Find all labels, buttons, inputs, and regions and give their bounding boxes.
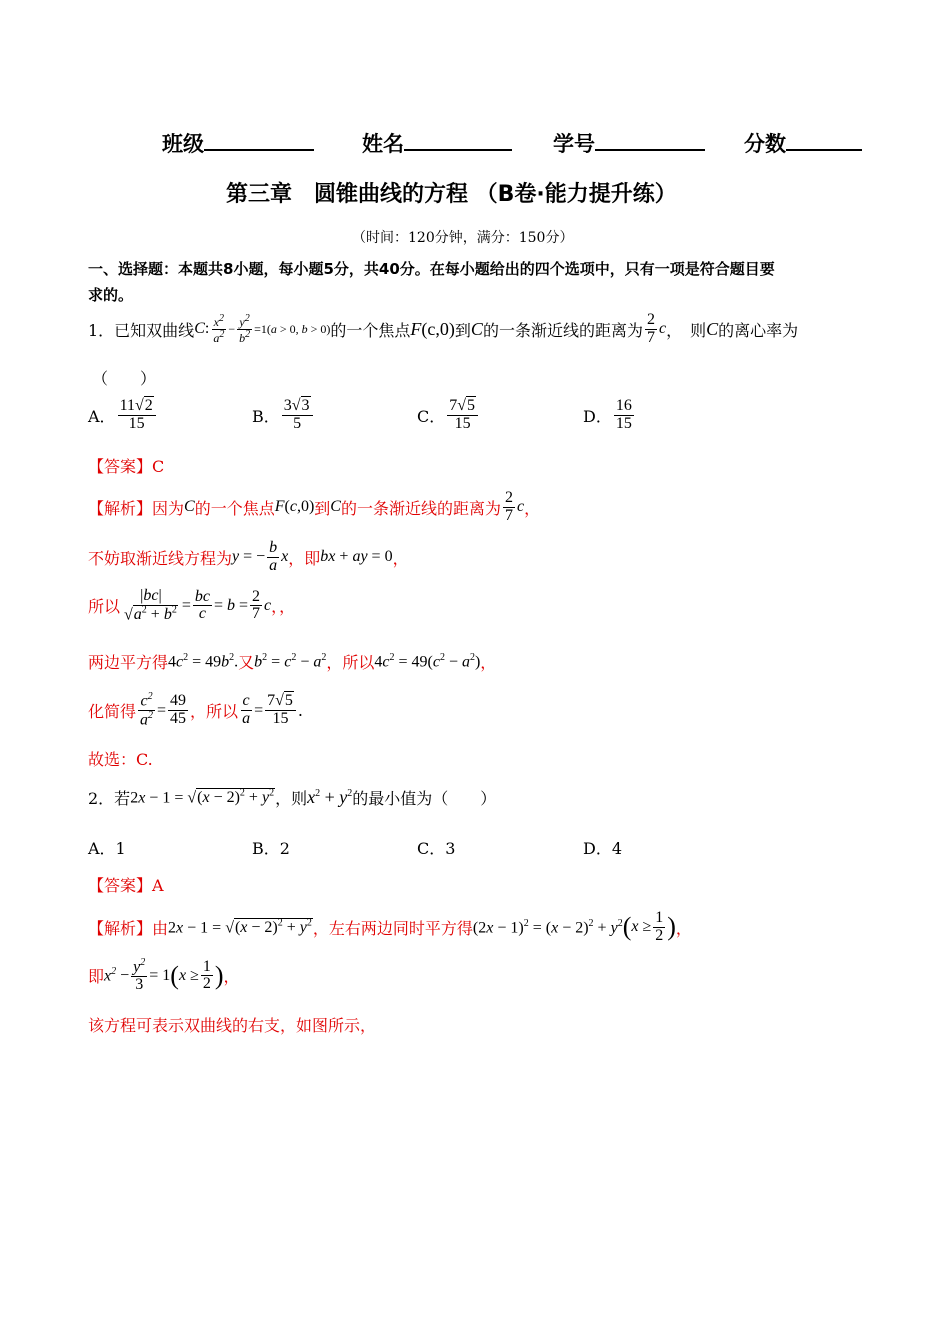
answer-tag: 【答案】 bbox=[88, 876, 153, 895]
math-frac-2-7: $\frac{2}{7}$ bbox=[252, 587, 261, 623]
q2-option-c[interactable]: C．3 bbox=[417, 839, 456, 858]
option-label: C． bbox=[417, 406, 446, 426]
q1-text-d: ， 则 bbox=[666, 320, 707, 340]
answer-value: A bbox=[152, 876, 164, 895]
q1-prefix: 1．已知双曲线 bbox=[88, 320, 195, 340]
name-blank[interactable] bbox=[404, 131, 512, 151]
option-label: D． bbox=[583, 406, 612, 426]
math-frac-c-a: $\frac{c}{a}$ bbox=[242, 692, 251, 728]
section-heading-line1: 一、选择题：本题共8小题，每小题5分，共40分。在每小题给出的四个选项中，只有一项是符合题目要 bbox=[88, 260, 775, 278]
q2-a1-text1: 由 bbox=[152, 918, 169, 938]
class-blank[interactable] bbox=[204, 131, 314, 151]
score-label: 分数 bbox=[744, 132, 786, 156]
question-2 bbox=[88, 786, 496, 809]
id-label: 学号 bbox=[553, 132, 595, 156]
math-focus: F bbox=[410, 318, 422, 339]
class-field bbox=[162, 128, 314, 158]
a2-text1: 不妨取渐近线方程为 bbox=[88, 548, 233, 568]
math-frac-x2a2: $\frac{x^2}{a^2}$ bbox=[213, 313, 225, 345]
a5-text2: ，所以 bbox=[190, 702, 239, 722]
name-label: 姓名 bbox=[362, 132, 404, 156]
math-colon: : bbox=[204, 320, 210, 338]
a5-text1: 化简得 bbox=[88, 702, 137, 722]
q2-option-d[interactable]: D．4 bbox=[583, 839, 623, 858]
q2-analysis-line1: 【解析】 由 $2x - 1 = √(x - 2)^2 + y^2$ ，左右两边同时平方得 $(2x - 1)^2 = (x - 2)^2 + y^2$ ( x ≥ $\frac{1}{2}$ ) ， bbox=[88, 909, 692, 944]
a1-text3: 到 bbox=[314, 498, 331, 518]
math-focus-coords: (c,0) bbox=[421, 318, 455, 339]
math-frac-2-7: $\frac{2}{7}$ bbox=[504, 489, 513, 524]
math-minus: − bbox=[228, 321, 236, 336]
q2-a2-text1: 即 bbox=[88, 967, 105, 987]
math-frac-1-2: $\frac{1}{2}$ bbox=[202, 957, 211, 993]
q1-text-a: 的一个焦点 bbox=[330, 320, 411, 340]
page-subtitle: （时间：120分钟，满分：150分） bbox=[352, 230, 574, 246]
a2-text2: ，即 bbox=[288, 548, 321, 568]
q2-analysis-line3: 该方程可表示双曲线的右支，如图所示， bbox=[88, 1016, 377, 1035]
math-frac-7sqrt5-15: $\frac{7√5}{15}$ bbox=[265, 693, 296, 728]
id-field bbox=[553, 128, 705, 158]
q1-analysis-line5: 化简得 $\frac{c^2}{a^2}$ = $\frac{49}{45}$ ，所以 $\frac{c}{a}$ = $\frac{7√5}{15}$ . bbox=[88, 691, 303, 729]
math-frac-option-a: $\frac{11√2}{15}$ bbox=[118, 398, 156, 433]
analysis-tag: 【解析】 bbox=[88, 918, 153, 938]
question-1 bbox=[88, 312, 798, 347]
math-frac-option-d: $\frac{16}{15}$ bbox=[615, 397, 632, 432]
math-frac-y2b2: $\frac{y^2}{b^2}$ bbox=[239, 313, 251, 345]
a1-text1: 因为 bbox=[152, 498, 185, 518]
math-x2-plus-y2: $x^2 + y^2$ bbox=[307, 787, 353, 807]
a4-text2: 又 bbox=[238, 653, 255, 672]
name-field bbox=[362, 128, 512, 158]
math-C: C bbox=[184, 498, 195, 516]
a3-text1: 所以 bbox=[88, 597, 121, 617]
math-C: C bbox=[706, 318, 719, 339]
option-label: A． bbox=[88, 406, 116, 426]
math-asymptote-eq: bx + ay = 0 bbox=[320, 548, 393, 566]
math-focus: F(c,0) bbox=[274, 498, 315, 516]
q1-conclusion: 故选：C. bbox=[88, 750, 153, 769]
math-frac-2-7: $\frac{2}{7}$ bbox=[646, 311, 655, 346]
option-label: B． bbox=[252, 406, 280, 426]
a1-text4: 的一条渐近线的距离为 bbox=[340, 498, 501, 518]
analysis-tag: 【解析】 bbox=[88, 498, 153, 518]
q2-answer bbox=[88, 873, 164, 896]
math-x2: $x^2$ bbox=[104, 966, 117, 985]
q1-analysis-line4: 两边平方得 $4c^2 = 49b^2$. 又 $b^2 = c^2 - a^2$ ，所以 $4c^2 = 49(c^2 - a^2)$ ， bbox=[88, 651, 497, 672]
math-frac-1-2: $\frac{1}{2}$ bbox=[655, 909, 664, 944]
q1-blank: （ ） bbox=[92, 369, 157, 388]
math-frac-c2a2: $\frac{c^2}{a^2}$ bbox=[140, 691, 154, 729]
math-condition: =1(a > 0, b > 0) bbox=[254, 321, 331, 336]
q2-option-b[interactable]: B．2 bbox=[252, 839, 290, 858]
math-q2-equation: $2x - 1 = √(x - 2)^2 + y^2$ bbox=[168, 917, 312, 936]
math-q2-squared: $(2x - 1)^2 = (x - 2)^2 + y^2$ bbox=[472, 917, 623, 936]
q2-prefix: 2．若 bbox=[88, 789, 131, 808]
math-frac-option-c: $\frac{7√5}{15}$ bbox=[447, 398, 478, 433]
a4-text3: ，所以 bbox=[326, 653, 375, 672]
q1-analysis-line2: 不妨取渐近线方程为 y = − $\frac{b}{a}$ x ，即 bx + ay = 0 ， bbox=[88, 539, 409, 574]
math-frac-49-45: $\frac{49}{45}$ bbox=[170, 692, 187, 728]
math-frac-distance: $\frac{|bc|}{√a^2 + b^2}$ bbox=[124, 587, 177, 624]
math-b2-eq: $b^2 = c^2 - a^2$ bbox=[254, 651, 327, 671]
q2-text-a: ，则 bbox=[275, 789, 308, 808]
a4-text1: 两边平方得 bbox=[88, 653, 169, 672]
q2-option-a[interactable]: A．1 bbox=[88, 839, 126, 858]
math-frac-y2-3: $\frac{y^2}{3}$ bbox=[133, 957, 146, 994]
q1-text-e: 的离心率为 bbox=[718, 320, 799, 340]
q1-analysis-line3: 所以 $\frac{|bc|}{√a^2 + b^2}$ = $\frac{bc}{c}$ = b = $\frac{2}{7}$ c ，， bbox=[88, 587, 296, 624]
score-blank[interactable] bbox=[786, 131, 862, 151]
id-blank[interactable] bbox=[595, 131, 705, 151]
math-final-eq: $4c^2 = 49(c^2 - a^2)$ bbox=[374, 651, 481, 671]
math-q2-equation: $2x - 1 = √(x - 2)^2 + y^2$ bbox=[130, 787, 275, 807]
answer-tag: 【答案】 bbox=[88, 457, 153, 476]
q2-text-b: 的最小值为（ ） bbox=[352, 789, 497, 808]
q1-text-b: 到 bbox=[454, 320, 471, 340]
answer-value: C bbox=[152, 457, 165, 476]
q1-answer bbox=[88, 454, 164, 477]
math-c: c bbox=[658, 320, 667, 338]
math-C: C bbox=[194, 320, 205, 338]
math-frac-b-a: $\frac{b}{a}$ bbox=[269, 539, 278, 574]
math-c: c bbox=[516, 498, 525, 516]
page-title: 第三章 圆锥曲线的方程 （B卷·能力提升练） bbox=[226, 182, 677, 207]
math-squared-eq: $4c^2 = 49b^2$. bbox=[168, 651, 239, 671]
a1-text2: 的一个焦点 bbox=[194, 498, 275, 518]
q2-a1-text2: ，左右两边同时平方得 bbox=[312, 918, 473, 938]
score-field bbox=[744, 128, 862, 158]
math-frac-option-b: $\frac{3√3}{5}$ bbox=[282, 398, 313, 433]
section-heading-line2: 求的。 bbox=[88, 286, 134, 304]
q1-option-a[interactable] bbox=[88, 398, 158, 433]
q1-text-c: 的一条渐近线的距离为 bbox=[482, 320, 643, 340]
q1-option-b[interactable] bbox=[252, 398, 315, 433]
math-C: C bbox=[470, 318, 483, 339]
q1-analysis-line1: 【解析】 因为 C 的一个焦点 F(c,0) 到 C 的一条渐近线的距离为 $\frac{2}{7}$ c ， bbox=[88, 489, 541, 524]
math-C: C bbox=[330, 498, 341, 516]
class-label: 班级 bbox=[162, 132, 204, 156]
q1-option-c[interactable] bbox=[417, 398, 480, 433]
q2-analysis-line2: 即 $x^2$ − $\frac{y^2}{3}$ = 1 ( x ≥ $\frac{1}{2}$ ) ， bbox=[88, 957, 240, 994]
q1-option-d[interactable] bbox=[583, 398, 636, 433]
math-frac-bc-c: $\frac{bc}{c}$ bbox=[194, 587, 210, 623]
math-y-eq: y bbox=[232, 548, 240, 566]
